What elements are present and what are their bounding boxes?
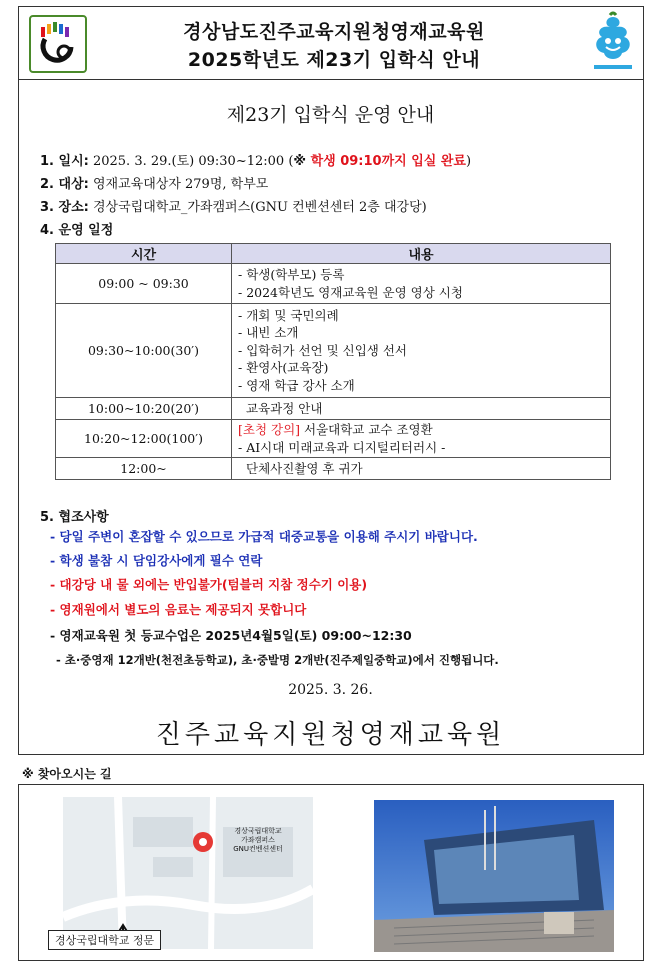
content-cell	[232, 420, 611, 458]
time-cell: 09:30~10:00(30′)	[56, 304, 232, 398]
time-cell: 10:20~12:00(100′)	[56, 420, 232, 458]
organization-name: 진주교육지원청영재교육원	[155, 720, 506, 750]
location-label: 3. 장소:	[40, 200, 89, 215]
target-label: 2. 대상:	[40, 177, 89, 192]
info-location	[40, 196, 427, 215]
info-target	[40, 173, 268, 192]
datetime-value: 2025. 3. 29.(토) 09:30~12:00 (	[92, 154, 294, 169]
column-header-content: 내용	[232, 244, 611, 264]
content-line: - 영재 학급 강사 소개	[238, 377, 355, 393]
time-cell: 10:00~10:20(20′)	[56, 398, 232, 420]
table-row	[56, 398, 611, 420]
cooperation-item: - 초·중영재 12개반(천전초등학교), 초·중발명 2개반(진주제일중학교)에서 진행됩니다.	[56, 653, 499, 667]
gifted-edu-logo	[586, 11, 640, 75]
content-cell	[232, 458, 611, 480]
schedule-header-row	[56, 244, 611, 264]
content-cell	[232, 264, 611, 304]
header-title: 경상남도진주교육지원청영재교육원	[183, 21, 485, 43]
info-datetime	[40, 150, 471, 169]
datetime-close: )	[466, 154, 472, 169]
campus-map	[63, 797, 313, 949]
datetime-label: 1. 일시:	[40, 154, 89, 169]
schedule-label: 4. 운영 일정	[40, 223, 114, 238]
cooperation-item: - 당일 주변이 혼잡할 수 있으므로 가급적 대중교통을 이용해 주시기 바랍니다.	[50, 529, 478, 544]
header-box	[18, 6, 644, 80]
content-line: - 학생(학부모) 등록	[238, 267, 345, 282]
page-title: 제23기 입학식 운영 안내	[226, 104, 435, 126]
content-line: 단체사진촬영 후 귀가	[246, 460, 363, 476]
convention-center-photo	[374, 800, 614, 952]
cooperation-heading	[40, 506, 109, 525]
content-line: - 환영사(교육장)	[238, 360, 329, 376]
content-line: - 2024학년도 영재교육원 운영 영상 시청	[238, 284, 463, 300]
table-row	[56, 458, 611, 480]
info-schedule-heading	[40, 219, 113, 238]
lecturer: 서울대학교 교수 조영환	[300, 422, 433, 437]
content-line: - 입학허가 선언 및 신입생 선서	[238, 342, 407, 358]
time-cell: 09:00 ~ 09:30	[56, 264, 232, 304]
column-header-time: 시간	[56, 244, 232, 264]
gate-label: 경상국립대학교 정문	[48, 930, 161, 950]
content-line: - 내빈 소개	[238, 325, 299, 341]
directions-title: ※ 찾아오시는 길	[22, 767, 112, 781]
content-cell	[232, 398, 611, 420]
map-label-line: GNU컨벤션센터	[233, 845, 283, 853]
cooperation-item: - 영재원에서 별도의 음료는 제공되지 못합니다	[50, 602, 307, 617]
map-label-line: 경상국립대학교	[234, 827, 282, 835]
arrival-deadline: 학생 09:10까지 입실 완료	[310, 154, 466, 169]
cooperation-item: - 대강당 내 물 외에는 반입불가(텀블러 지참 정수기 이용)	[50, 577, 368, 592]
content-line: - AI시대 미래교육과 디지털리터러시 -	[238, 439, 446, 455]
content-line: - 개회 및 국민의례	[238, 307, 339, 323]
note-mark: ※	[293, 154, 311, 169]
content-line	[238, 421, 604, 439]
time-cell: 12:00~	[56, 458, 232, 480]
content-cell	[232, 304, 611, 398]
invited-lecture-tag: [초청 강의]	[238, 422, 301, 437]
cooperation-item: - 영재교육원 첫 등교수업은 2025년4월5일(토) 09:00~12:30	[50, 628, 412, 643]
location-value: 경상국립대학교_가좌캠퍼스(GNU 컨벤션센터 2층 대강당)	[92, 200, 427, 215]
issue-date: 2025. 3. 26.	[288, 682, 373, 698]
header-subtitle: 2025학년도 제23기 입학식 안내	[187, 49, 481, 71]
table-row	[56, 420, 611, 458]
target-value: 영재교육대상자 279명, 학부모	[92, 177, 269, 192]
office-logo	[29, 15, 87, 73]
map-building-label	[223, 827, 293, 854]
cooperation-item: - 학생 불참 시 담임강사에게 필수 연락	[50, 553, 263, 568]
schedule-table	[55, 243, 611, 480]
map-label-line: 가좌캠퍼스	[241, 836, 275, 844]
table-row	[56, 264, 611, 304]
table-row	[56, 304, 611, 398]
content-line: 교육과정 안내	[246, 400, 323, 416]
cooperation-title: 5. 협조사항	[40, 510, 109, 525]
